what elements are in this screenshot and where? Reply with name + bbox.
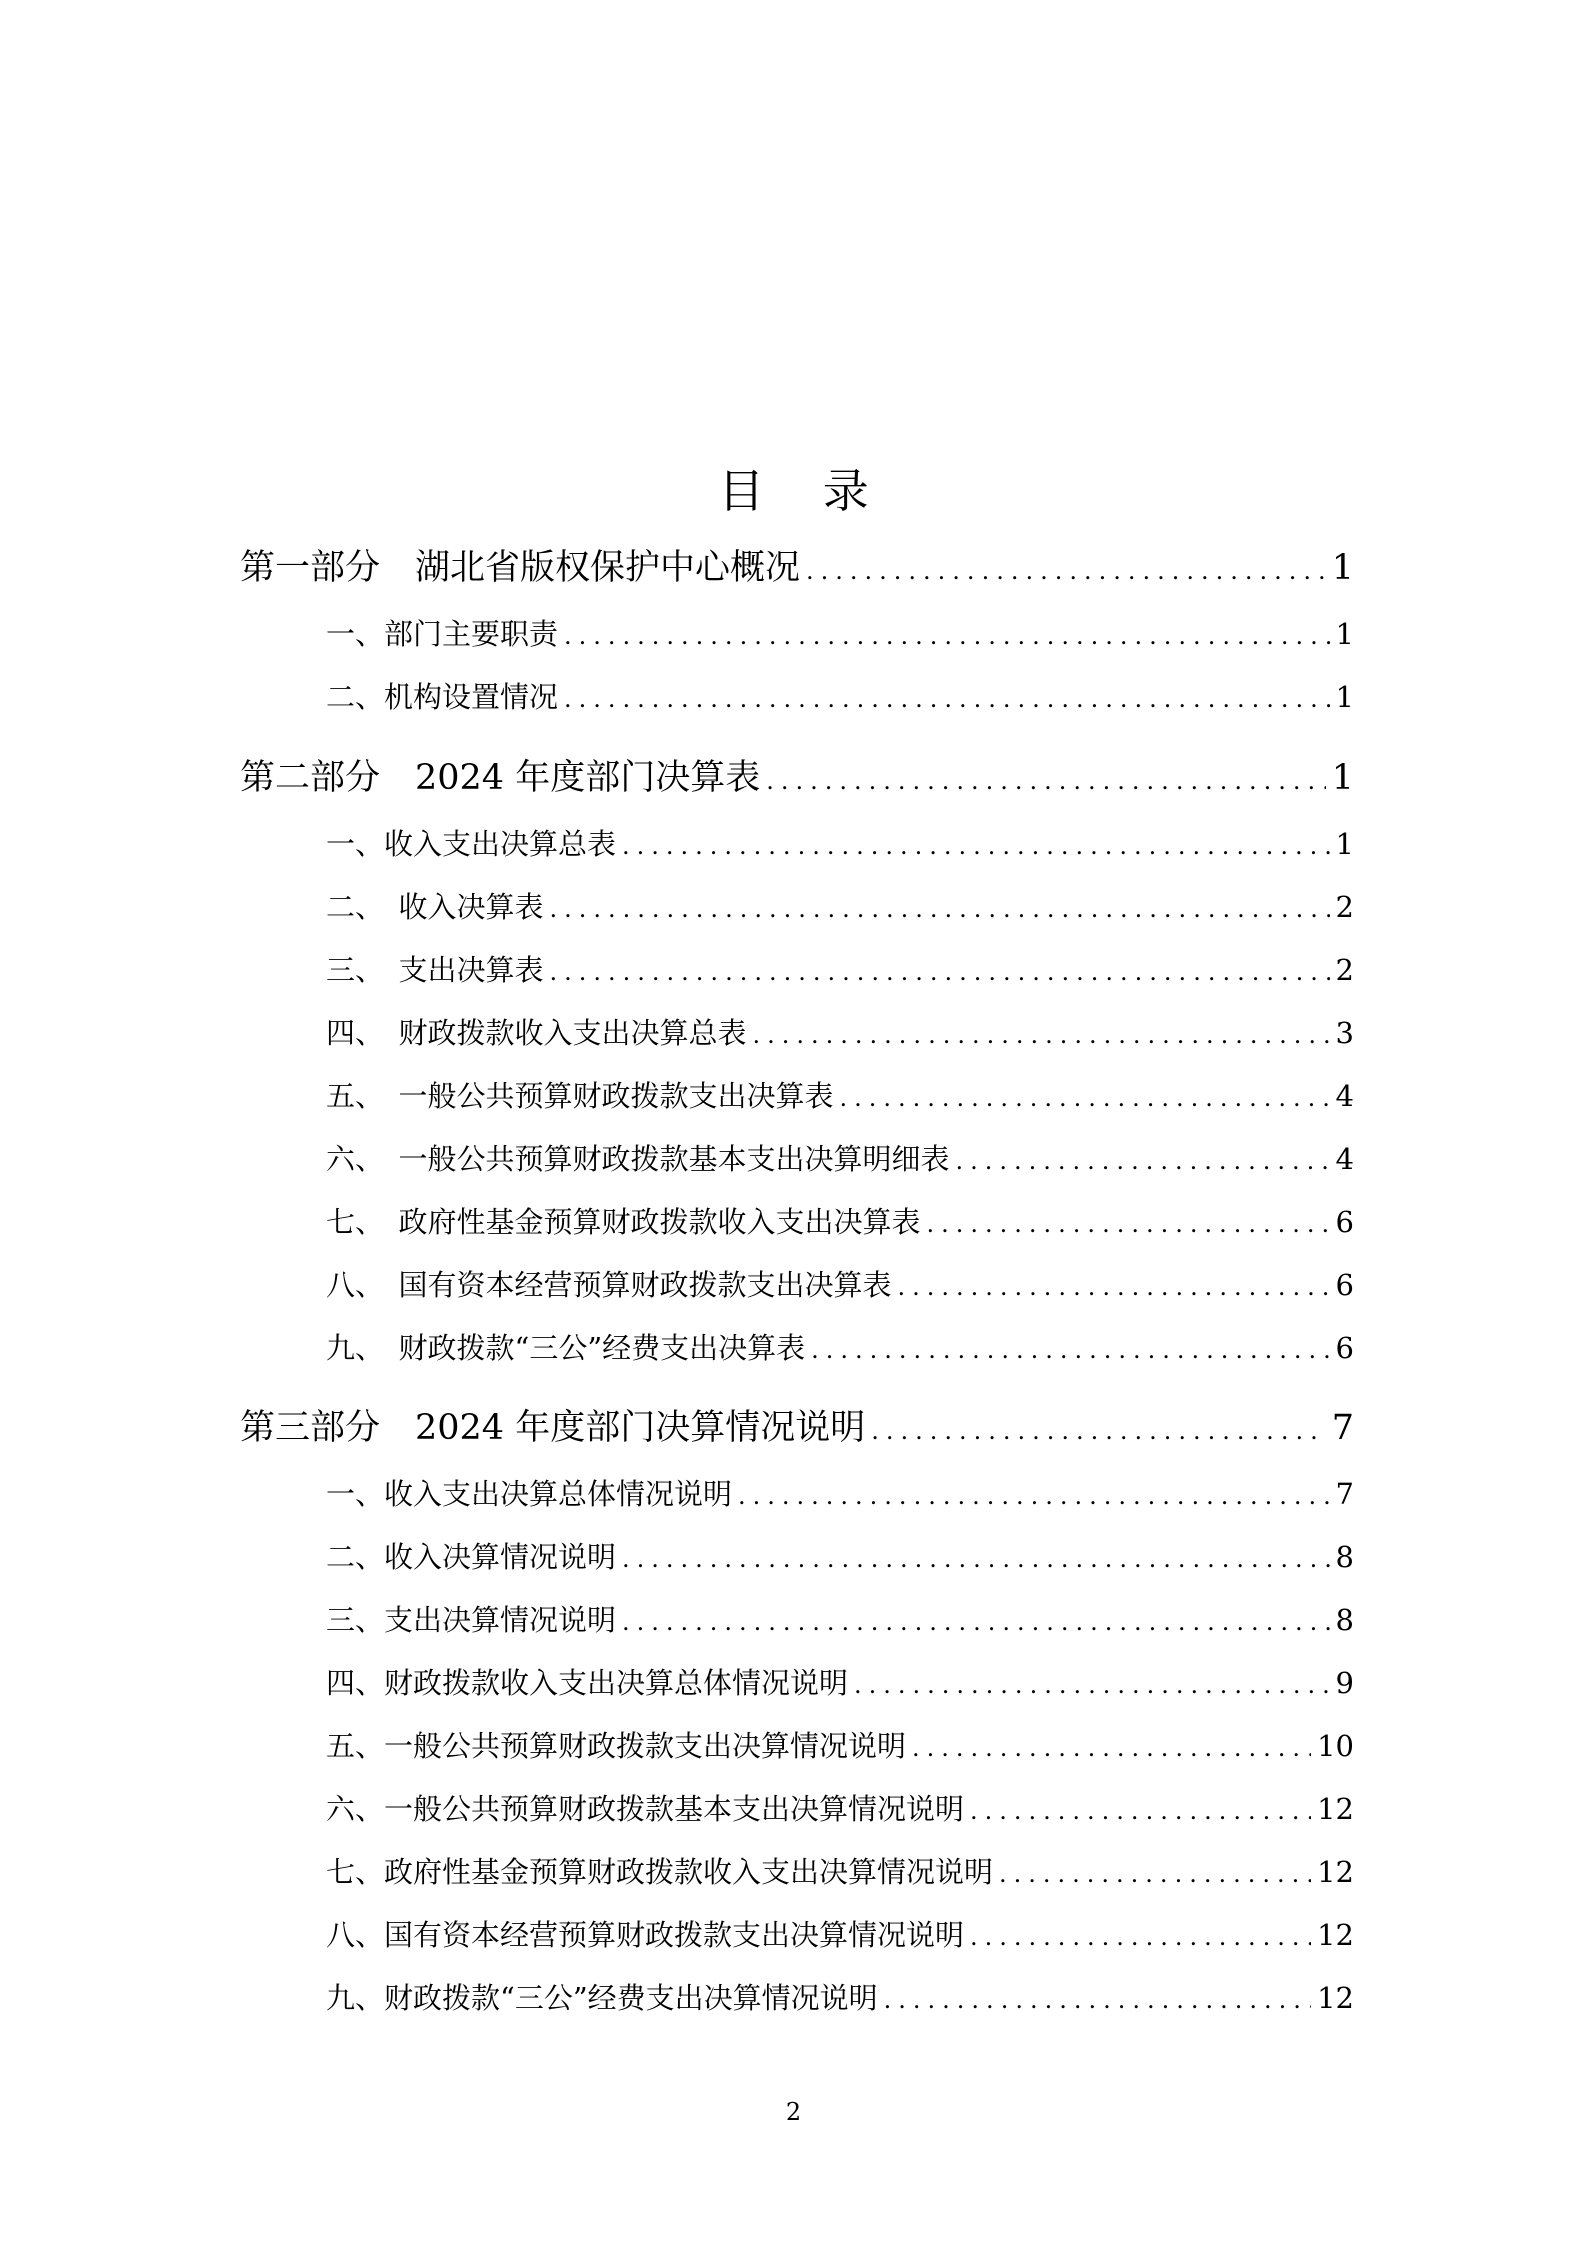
toc-section-entry[interactable]: [240, 1137, 1354, 1178]
dot-leader: [970, 1797, 1311, 1825]
dot-leader: [766, 767, 1326, 795]
dot-leader: [622, 1545, 1330, 1573]
toc-section-entry[interactable]: [240, 1074, 1354, 1115]
dot-leader: [970, 1923, 1311, 1951]
dot-leader: [550, 958, 1330, 986]
toc-entry-page: 1: [1335, 680, 1354, 714]
page-number: 2: [785, 2098, 802, 2126]
toc-section-entry[interactable]: [240, 1535, 1354, 1576]
dot-leader: [898, 1273, 1330, 1301]
toc-part-entry[interactable]: [240, 540, 1354, 590]
toc-section-entry[interactable]: [240, 1976, 1354, 2017]
toc-entry-page: 4: [1335, 1142, 1354, 1176]
toc-entry-label: 九、 财政拨款“三公”经费支出决算表: [326, 1331, 806, 1365]
toc-entry-label: 四、财政拨款收入支出决算总体情况说明: [326, 1666, 849, 1700]
toc-entry-page: 6: [1335, 1268, 1354, 1302]
toc-section-entry[interactable]: [240, 1661, 1354, 1702]
toc-entry-label: 第三部分 2024 年度部门决算情况说明: [240, 1408, 866, 1448]
toc-entry-label: 第一部分 湖北省版权保护中心概况: [240, 548, 801, 588]
toc-entry-page: 7: [1331, 1408, 1354, 1448]
toc-entry-label: 一、部门主要职责: [326, 617, 559, 651]
toc-entry-label: 三、支出决算情况说明: [326, 1603, 617, 1637]
dot-leader: [811, 1336, 1329, 1364]
toc-entry-label: 三、 支出决算表: [326, 953, 544, 987]
dot-leader: [806, 557, 1326, 585]
dot-leader: [854, 1671, 1330, 1699]
toc-entry-label: 八、国有资本经营预算财政拨款支出决算情况说明: [326, 1918, 965, 1952]
toc-section-entry[interactable]: [240, 1326, 1354, 1367]
toc-section-entry[interactable]: [240, 822, 1354, 863]
dot-leader: [622, 832, 1330, 860]
dot-leader: [956, 1147, 1330, 1175]
toc-section-entry[interactable]: [240, 1724, 1354, 1765]
toc-entry-page: 12: [1317, 1855, 1354, 1889]
toc-entry-page: 4: [1335, 1079, 1354, 1113]
toc-entry-page: 1: [1331, 758, 1354, 798]
toc-entry-label: 一、收入支出决算总表: [326, 827, 617, 861]
dot-leader: [738, 1482, 1330, 1510]
toc-entry-label: 九、财政拨款“三公”经费支出决算情况说明: [326, 1981, 878, 2015]
toc-entry-page: 2: [1335, 890, 1354, 924]
toc-section-entry[interactable]: [240, 1598, 1354, 1639]
toc-entry-page: 8: [1335, 1540, 1354, 1574]
page-title: 目 录: [718, 464, 869, 518]
toc-section-entry[interactable]: [240, 885, 1354, 926]
toc-entry-label: 七、 政府性基金预算财政拨款收入支出决算表: [326, 1205, 921, 1239]
toc-entry-page: 12: [1317, 1792, 1354, 1826]
dot-leader: [753, 1021, 1330, 1049]
toc-entry-page: 12: [1317, 1918, 1354, 1952]
toc-entry-page: 8: [1335, 1603, 1354, 1637]
toc-entry-label: 六、 一般公共预算财政拨款基本支出决算明细表: [326, 1142, 950, 1176]
toc-entry-page: 6: [1335, 1331, 1354, 1365]
toc-entry-label: 二、 收入决算表: [326, 890, 544, 924]
toc-entry-page: 2: [1335, 953, 1354, 987]
toc-entry-label: 二、机构设置情况: [326, 680, 559, 714]
toc-section-entry[interactable]: [240, 1850, 1354, 1891]
toc-entry-page: 10: [1317, 1729, 1354, 1763]
dot-leader: [622, 1608, 1330, 1636]
toc-entry-label: 五、 一般公共预算财政拨款支出决算表: [326, 1079, 834, 1113]
dot-leader: [999, 1860, 1311, 1888]
toc-section-entry[interactable]: [240, 948, 1354, 989]
toc-entry-label: 第二部分 2024 年度部门决算表: [240, 758, 761, 798]
toc-part-entry[interactable]: [240, 1400, 1354, 1450]
toc-section-entry[interactable]: [240, 612, 1354, 653]
toc-section-entry[interactable]: [240, 1913, 1354, 1954]
toc-section-entry[interactable]: [240, 675, 1354, 716]
dot-leader: [912, 1734, 1311, 1762]
dot-leader: [927, 1210, 1330, 1238]
toc-entry-page: 12: [1317, 1981, 1354, 2015]
toc-entry-page: 9: [1335, 1666, 1354, 1700]
toc-entry-page: 7: [1335, 1477, 1354, 1511]
toc-entry-label: 八、 国有资本经营预算财政拨款支出决算表: [326, 1268, 892, 1302]
toc-entry-page: 1: [1331, 548, 1354, 588]
toc-entry-label: 六、一般公共预算财政拨款基本支出决算情况说明: [326, 1792, 965, 1826]
toc-entry-label: 五、一般公共预算财政拨款支出决算情况说明: [326, 1729, 907, 1763]
toc-entry-page: 1: [1335, 617, 1354, 651]
toc-section-entry[interactable]: [240, 1011, 1354, 1052]
toc-part-entry[interactable]: [240, 750, 1354, 800]
toc-section-entry[interactable]: [240, 1787, 1354, 1828]
toc-section-entry[interactable]: [240, 1200, 1354, 1241]
dot-leader: [840, 1084, 1330, 1112]
dot-leader: [564, 622, 1330, 650]
toc-entry-page: 6: [1335, 1205, 1354, 1239]
dot-leader: [550, 895, 1330, 923]
toc-entry-page: 3: [1335, 1016, 1354, 1050]
toc-entry-label: 二、收入决算情况说明: [326, 1540, 617, 1574]
dot-leader: [884, 1986, 1311, 2014]
dot-leader: [871, 1417, 1326, 1445]
toc-entry-label: 七、政府性基金预算财政拨款收入支出决算情况说明: [326, 1855, 994, 1889]
toc-section-entry[interactable]: [240, 1263, 1354, 1304]
toc-entry-label: 四、 财政拨款收入支出决算总表: [326, 1016, 747, 1050]
dot-leader: [564, 685, 1330, 713]
toc-entry-page: 1: [1335, 827, 1354, 861]
toc-entry-label: 一、收入支出决算总体情况说明: [326, 1477, 733, 1511]
toc-section-entry[interactable]: [240, 1472, 1354, 1513]
